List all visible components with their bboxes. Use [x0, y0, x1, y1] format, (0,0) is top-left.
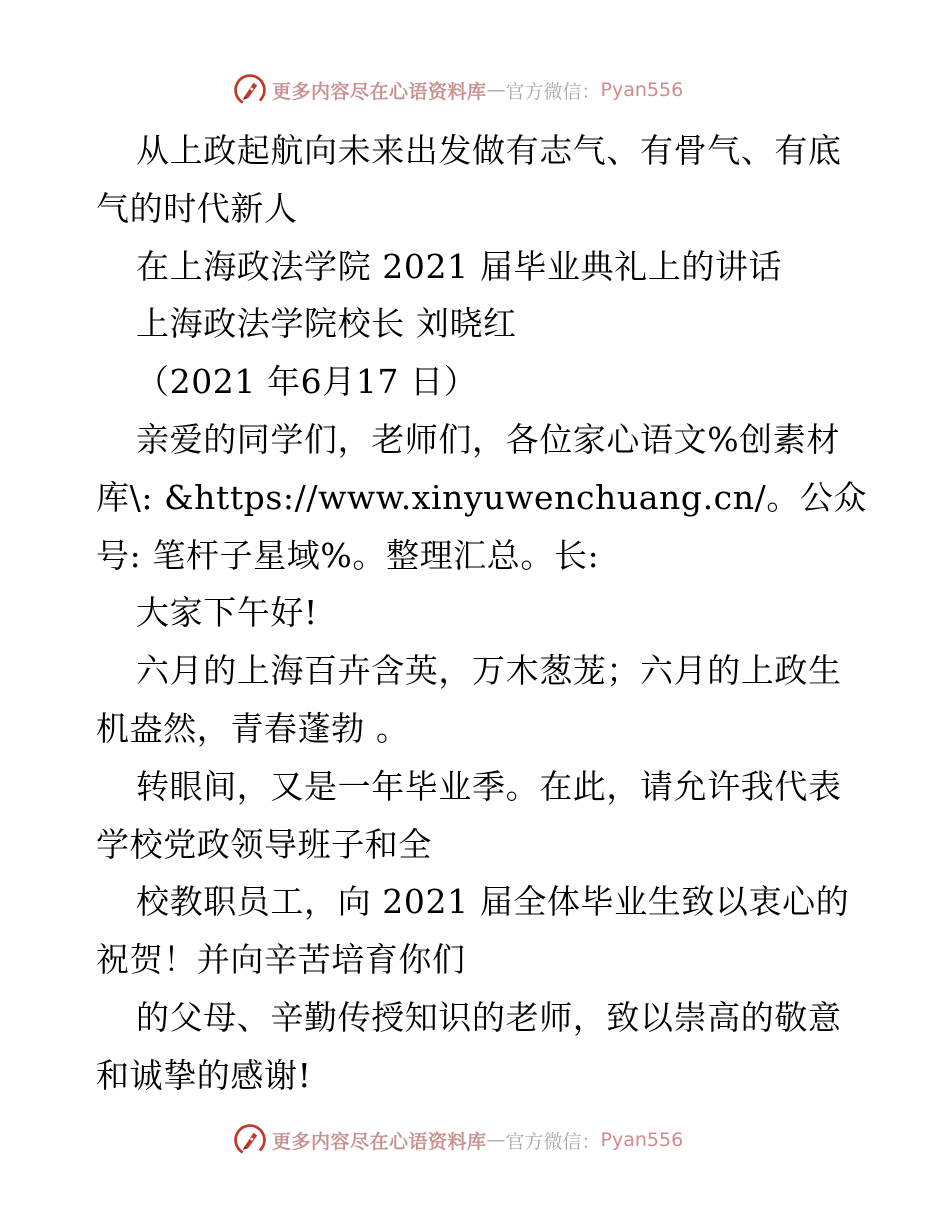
- text-line: 号: 笔杆子星域%。整理汇总。长:: [96, 535, 600, 575]
- text-line: 机盎然，青春蓬勃 。: [96, 708, 410, 748]
- document-body: [96, 122, 868, 1105]
- text-line: 上海政法学院校长 刘晓红: [136, 304, 517, 344]
- header-watermark: [232, 70, 752, 110]
- separator-dash: —: [486, 1129, 506, 1151]
- text-line: 从上政起航向未来出发做有志气、有骨气、有底: [136, 131, 842, 170]
- text-line: 大家下午好!: [136, 593, 318, 633]
- footer-watermark: [232, 1120, 752, 1160]
- text-line: 和诚挚的感谢!: [96, 1055, 312, 1095]
- brand-text: 更多内容尽在心语资料库: [272, 80, 487, 103]
- text-line: 气的时代新人: [96, 188, 298, 228]
- wechat-id: Pyan556: [600, 1129, 684, 1151]
- text-line: 的父母、辛勤传授知识的老师，致以崇高的敬意: [136, 997, 842, 1037]
- text-line: （2021 年6月17 日）: [136, 362, 478, 402]
- wechat-id: Pyan556: [600, 79, 684, 101]
- wechat-label: 官方微信：: [505, 1130, 601, 1153]
- text-line: 转眼间，又是一年毕业季。在此，请允许我代表: [136, 766, 842, 806]
- text-line: 六月的上海百卉含英，万木葱茏；六月的上政生: [136, 651, 842, 691]
- text-line: 祝贺！并向辛苦培育你们: [96, 940, 466, 980]
- text-line: 校教职员工，向 2021 届全体毕业生致以衷心的: [136, 882, 850, 922]
- brand-text: 更多内容尽在心语资料库: [272, 1130, 487, 1153]
- wechat-label: 官方微信：: [505, 80, 601, 103]
- pen-nib-logo-icon: [232, 72, 268, 108]
- text-line: 学校党政领导班子和全: [96, 824, 432, 864]
- text-line: 亲爱的同学们，老师们，各位家心语文%创素材: [136, 419, 840, 459]
- text-line: 在上海政法学院 2021 届毕业典礼上的讲话: [136, 246, 783, 286]
- separator-dash: —: [486, 79, 506, 101]
- pen-nib-logo-icon: [232, 1122, 268, 1158]
- text-line: 库\: &https://www.xinyuwenchuang.cn/。公众: [96, 477, 868, 517]
